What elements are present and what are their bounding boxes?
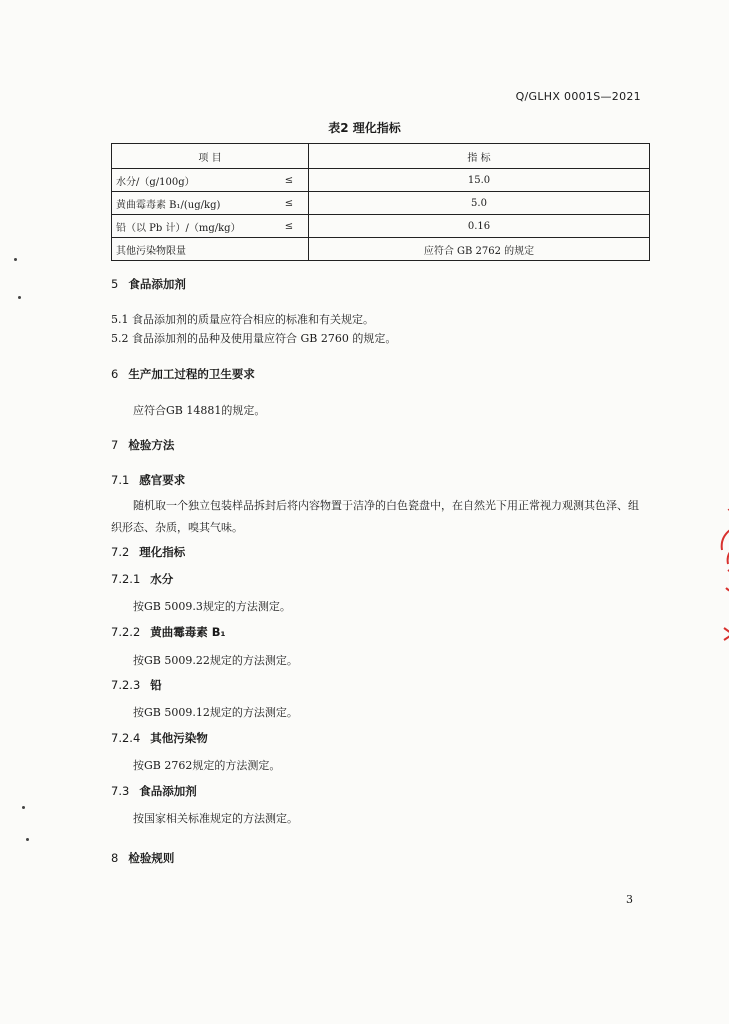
- row-value: 15.0: [309, 169, 650, 192]
- section-7-2-4-text: 按GB 2762规定的方法测定。: [133, 759, 281, 772]
- section-7-2-4-heading: 7.2.4 其他污染物: [111, 731, 208, 745]
- row-item: 水分/（g/100g）: [112, 169, 271, 192]
- row-item: 铅（以 Pb 计）/（mg/kg）: [112, 215, 271, 238]
- section-7-1-text: 随机取一个独立包装样品拆封后将内容物置于洁净的白色瓷盘中，在自然光下用正常视力观测其色泽、组织形态、杂质，嗅其气味。: [111, 499, 639, 534]
- scan-speck: [22, 806, 25, 809]
- section-7-2-2-text: 按GB 5009.22规定的方法测定。: [133, 654, 298, 667]
- section-7-3-heading: 7.3 食品添加剂: [111, 784, 197, 798]
- row-symbol: ≤: [270, 215, 309, 238]
- table-row: [112, 238, 650, 261]
- section-7-1-heading: 7.1 感官要求: [111, 473, 186, 487]
- section-7-heading: 7 检验方法: [111, 438, 175, 452]
- table-row: [112, 215, 650, 238]
- section-8-heading: 8 检验规则: [111, 851, 175, 865]
- section-7-2-heading: 7.2 理化指标: [111, 545, 186, 559]
- row-value: 0.16: [309, 215, 650, 238]
- clause-5-2: 5.2 食品添加剂的品种及使用量应符合 GB 2760 的规定。: [111, 332, 397, 345]
- header-item: 项 目: [112, 144, 309, 169]
- table-row: [112, 192, 650, 215]
- row-item: 黄曲霉毒素 B₁/(ug/kg): [112, 192, 271, 215]
- section-7-2-2-heading: 7.2.2 黄曲霉毒素 B₁: [111, 625, 226, 639]
- section-7-2-1-text: 按GB 5009.3规定的方法测定。: [133, 600, 291, 613]
- spec-table: [111, 143, 650, 261]
- table-row: [112, 169, 650, 192]
- section-6-heading: 6 生产加工过程的卫生要求: [111, 367, 255, 381]
- standard-code: Q/GLHX 0001S—2021: [515, 90, 641, 103]
- section-7-2-1-heading: 7.2.1 水分: [111, 572, 174, 586]
- scan-speck: [14, 258, 17, 261]
- row-value: 5.0: [309, 192, 650, 215]
- clause-5-1: 5.1 食品添加剂的质量应符合相应的标准和有关规定。: [111, 313, 374, 326]
- table-caption: 表2 理化指标: [328, 121, 401, 135]
- section-5-heading: 5 食品添加剂: [111, 277, 186, 291]
- page-number: 3: [626, 893, 633, 906]
- row-symbol: ≤: [270, 169, 309, 192]
- header-value: 指 标: [309, 144, 650, 169]
- scan-speck: [26, 838, 29, 841]
- table-header-row: [112, 144, 650, 169]
- row-value: 应符合 GB 2762 的规定: [309, 238, 650, 261]
- seal-stamp-fragment: [700, 500, 729, 660]
- section-7-2-3-heading: 7.2.3 铅: [111, 678, 162, 692]
- section-6-text: 应符合GB 14881的规定。: [133, 404, 266, 417]
- row-item: 其他污染物限量: [112, 238, 309, 261]
- row-symbol: ≤: [270, 192, 309, 215]
- section-7-3-text: 按国家相关标准规定的方法测定。: [133, 812, 298, 825]
- section-7-2-3-text: 按GB 5009.12规定的方法测定。: [133, 706, 298, 719]
- scan-speck: [18, 296, 21, 299]
